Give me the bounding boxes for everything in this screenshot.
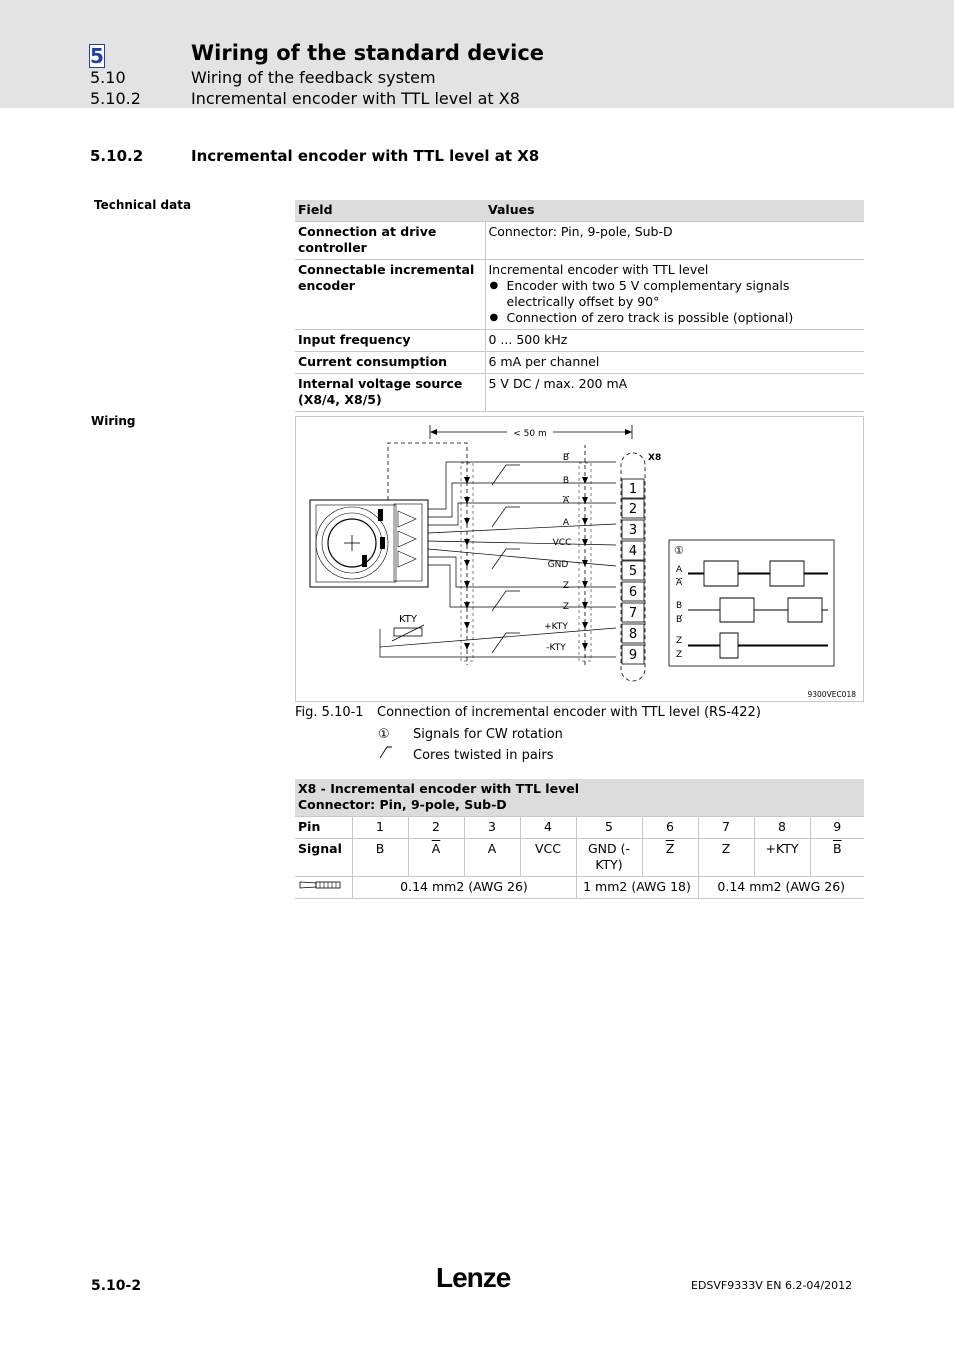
pin-row xyxy=(295,817,864,839)
technical-data-label: Technical data xyxy=(94,198,192,212)
timing-label: Z xyxy=(676,650,683,660)
connector-label: X8 xyxy=(648,453,662,463)
wire-size-row xyxy=(295,877,864,899)
cw-marker: ① xyxy=(378,727,390,742)
row-field: Internal voltage source (X8/4, X8/5) xyxy=(295,374,485,412)
distance-label: < 50 m xyxy=(513,429,547,439)
pin-number: 5 xyxy=(628,564,638,579)
row-value: Connector: Pin, 9-pole, Sub-D xyxy=(485,222,864,260)
technical-data-table xyxy=(295,200,864,412)
signal-label: Z xyxy=(562,581,570,591)
row-field: Connection at drive controller xyxy=(295,222,485,260)
wiring-diagram xyxy=(295,416,864,702)
signal-label: A xyxy=(562,496,570,506)
pin-cell: 8 xyxy=(754,817,810,839)
document-id: EDSVF9333V EN 6.2-04/2012 xyxy=(691,1279,853,1292)
timing-label: Z xyxy=(676,636,683,646)
wire-size-cell: 0.14 mm2 (AWG 26) xyxy=(352,877,576,899)
pin-cell: 2 xyxy=(408,817,464,839)
pin-table-title: X8 - Incremental encoder with TTL level xyxy=(298,781,579,796)
row-value: 5 V DC / max. 200 mA xyxy=(485,374,864,412)
row-value: 0 ... 500 kHz xyxy=(485,330,864,352)
pin-row-label: Pin xyxy=(295,817,352,839)
legend-item xyxy=(378,727,563,742)
legend-item xyxy=(378,745,554,763)
section-heading-number: 5.10.2 xyxy=(90,147,144,165)
pin-cell: 7 xyxy=(698,817,754,839)
signal-cell: Z xyxy=(698,839,754,877)
section-title: Wiring of the feedback system xyxy=(191,68,436,87)
timing-label: A xyxy=(676,578,683,588)
bullet-list xyxy=(489,278,862,326)
section-number: 5.10 xyxy=(90,68,126,87)
row-value-group xyxy=(485,260,864,330)
pin-cell: 3 xyxy=(464,817,520,839)
signal-label: B xyxy=(562,453,570,463)
row-field: Current consumption xyxy=(295,352,485,374)
signal-row xyxy=(295,839,864,877)
kty-label: KTY xyxy=(399,614,417,625)
signal-cell: +KTY xyxy=(754,839,810,877)
pin-table-title-cell xyxy=(295,779,864,817)
signal-cell: GND (-KTY) xyxy=(576,839,642,877)
kty-resistor xyxy=(394,628,422,636)
signal-cell: $\overline{A}$ xyxy=(408,839,464,877)
pin-table-subtitle: Connector: Pin, 9-pole, Sub-D xyxy=(298,797,507,812)
pin-cell: 6 xyxy=(642,817,698,839)
pin-cell: 4 xyxy=(520,817,576,839)
signal-cell: VCC xyxy=(520,839,576,877)
row-value: 6 mA per channel xyxy=(485,352,864,374)
pin-number: 7 xyxy=(628,606,638,621)
row-field: Input frequency xyxy=(295,330,485,352)
figure-code: 9300VEC018 xyxy=(807,690,856,699)
cable-end-icon xyxy=(295,877,352,899)
bullet-item: ● Connection of zero track is possible (optional) xyxy=(507,310,862,326)
header-field: Field xyxy=(295,200,485,222)
timing-marker: ① xyxy=(674,544,684,557)
section-heading-title: Incremental encoder with TTL level at X8 xyxy=(191,147,540,165)
table-row xyxy=(295,330,864,352)
twisted-pair-icon xyxy=(378,745,413,763)
chapter-number: 5 xyxy=(90,44,104,68)
wiring-diagram-svg xyxy=(296,417,863,701)
pin-number: 9 xyxy=(628,648,638,663)
subsection-number: 5.10.2 xyxy=(90,89,141,108)
signal-label: Z xyxy=(562,602,570,612)
signal-cell: A xyxy=(464,839,520,877)
pin-table-header xyxy=(295,779,864,817)
wire-size-cell: 1 mm2 (AWG 18) xyxy=(576,877,698,899)
chapter-title: Wiring of the standard device xyxy=(191,41,545,65)
figure-caption-text: Connection of incremental encoder with TTL level (RS-422) xyxy=(377,705,761,720)
pin-assignment-table xyxy=(295,779,864,899)
pin-number: 2 xyxy=(628,502,638,517)
subsection-title: Incremental encoder with TTL level at X8 xyxy=(191,89,520,108)
legend-text: Signals for CW rotation xyxy=(413,727,563,742)
signal-label: +KTY xyxy=(544,622,568,632)
table-header-row xyxy=(295,200,864,222)
timing-label: B xyxy=(676,601,683,611)
wiring-label: Wiring xyxy=(91,414,136,428)
signal-label: -KTY xyxy=(546,643,566,653)
table-row xyxy=(295,374,864,412)
signal-row-label: Signal xyxy=(295,839,352,877)
wire-size-cell: 0.14 mm2 (AWG 26) xyxy=(698,877,864,899)
signal-cell: $\overline{Z}$ xyxy=(642,839,698,877)
table-row xyxy=(295,260,864,330)
legend-text: Cores twisted in pairs xyxy=(413,748,554,763)
signal-label: B xyxy=(562,476,570,486)
page-number: 5.10-2 xyxy=(91,1278,142,1294)
timing-diagram xyxy=(669,540,834,666)
pin-number: 3 xyxy=(628,523,638,538)
lenze-logo: Lenze xyxy=(436,1262,511,1293)
signal-cell: B xyxy=(352,839,408,877)
bullet-item: ● Encoder with two 5 V complementary signals electrically offset by 90° xyxy=(507,278,862,310)
pin-number: 8 xyxy=(628,627,638,642)
table-row xyxy=(295,352,864,374)
signal-label: VCC xyxy=(552,538,572,548)
signal-label: A xyxy=(562,518,570,528)
signal-cell: $\overline{B}$ xyxy=(810,839,864,877)
pin-cell: 9 xyxy=(810,817,864,839)
pin-number: 6 xyxy=(628,585,638,600)
row-value: Incremental encoder with TTL level xyxy=(488,262,709,277)
figure-number: Fig. 5.10-1 xyxy=(295,705,364,720)
pin-number: 1 xyxy=(628,482,638,497)
row-field: Connectable incremental encoder xyxy=(295,260,485,330)
timing-label: B xyxy=(676,615,683,625)
header-values: Values xyxy=(485,200,864,222)
timing-label: A xyxy=(676,565,683,575)
table-row xyxy=(295,222,864,260)
pin-number: 4 xyxy=(628,544,638,559)
pin-cell: 5 xyxy=(576,817,642,839)
signal-label: GND xyxy=(547,560,569,570)
pin-cell: 1 xyxy=(352,817,408,839)
